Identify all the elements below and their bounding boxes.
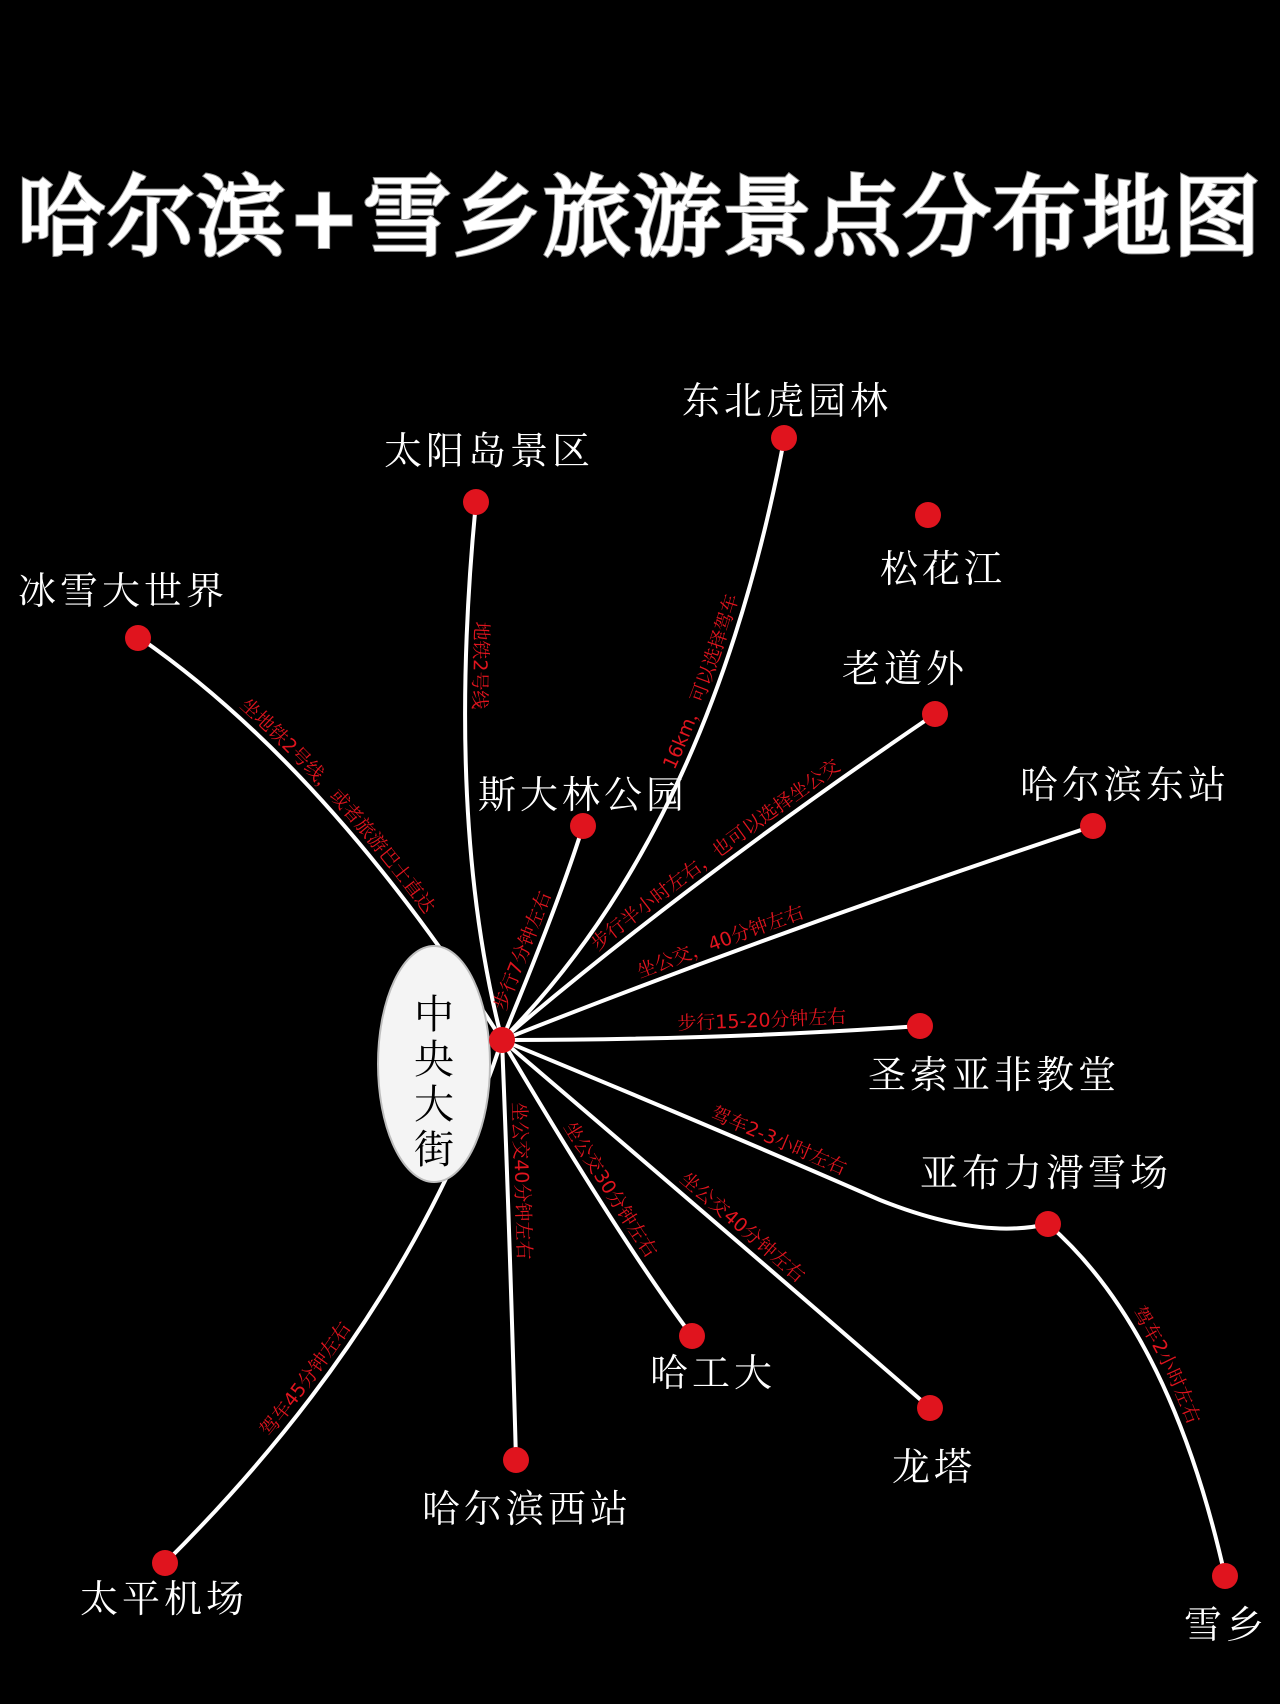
route-label-longta: 坐公交40分钟左右: [675, 1167, 810, 1288]
label-hagongda: 哈工大: [650, 1351, 777, 1395]
routes: [140, 440, 1225, 1576]
node-dongzhan[interactable]: [1080, 813, 1106, 839]
center-char-3: 大: [414, 1082, 454, 1128]
route-label-dongzhan: 坐公交，40分钟左右: [633, 901, 808, 983]
label-laodaowai: 老道外: [842, 647, 969, 691]
label-xuexiang: 雪乡: [1184, 1603, 1269, 1647]
label-dongzhan: 哈尔滨东站: [1020, 763, 1231, 807]
label-longta: 龙塔: [892, 1445, 977, 1489]
label-hu: 东北虎园林: [682, 379, 893, 423]
route-label-suofeiya: 步行15-20分钟左右: [677, 1005, 847, 1035]
route-xuexiang: [1048, 1224, 1225, 1576]
destination-labels: [18, 379, 1268, 1647]
route-label-stalin: 步行7分钟左右: [489, 888, 556, 1014]
node-taiyangdao[interactable]: [463, 489, 489, 515]
label-taiping: 太平机场: [80, 1577, 249, 1621]
node-taiping[interactable]: [152, 1550, 178, 1576]
node-xizhan[interactable]: [503, 1447, 529, 1473]
node-hu[interactable]: [771, 425, 797, 451]
node-xuexiang[interactable]: [1212, 1563, 1238, 1589]
route-label-hu: 16km，可以选择驾车: [658, 591, 744, 773]
node-songhua[interactable]: [915, 502, 941, 528]
node-bingxue[interactable]: [125, 625, 151, 651]
label-stalin: 斯大林公园: [478, 773, 689, 817]
node-yabuli[interactable]: [1035, 1211, 1061, 1237]
node-longta[interactable]: [917, 1395, 943, 1421]
center-char-2: 央: [414, 1037, 454, 1083]
label-suofeiya: 圣索亚非教堂: [868, 1053, 1121, 1097]
route-labels: [236, 591, 1205, 1440]
route-label-bingxue: 坐地铁2号线，或者旅游巴士直达: [235, 693, 440, 918]
label-xizhan: 哈尔滨西站: [422, 1487, 633, 1531]
label-yabuli: 亚布力滑雪场: [920, 1151, 1173, 1195]
route-taiyangdao: [465, 502, 502, 1040]
route-label-xizhan: 坐公交40分钟左右: [507, 1101, 535, 1261]
route-label-taiyangdao: 地铁2号线: [468, 621, 493, 710]
route-label-taiping: 驾车45分钟左右: [255, 1317, 356, 1441]
node-hagongda[interactable]: [679, 1323, 705, 1349]
label-songhua: 松花江: [880, 547, 1007, 591]
node-suofeiya[interactable]: [907, 1013, 933, 1039]
center-char-4: 街: [414, 1127, 454, 1173]
route-label-laodaowai: 步行半小时左右，也可以选择坐公交: [586, 754, 845, 956]
node-center[interactable]: [489, 1027, 515, 1053]
page-title: 哈尔滨+雪乡旅游景点分布地图: [17, 166, 1263, 269]
route-label-xuexiang: 驾车2小时左右: [1127, 1302, 1205, 1428]
route-label-yabuli: 驾车2-3小时左右: [707, 1102, 850, 1180]
route-label-hagongda: 坐公交30分钟左右: [558, 1117, 662, 1262]
center-marker: [378, 946, 490, 1182]
label-bingxue: 冰雪大世界: [18, 569, 229, 613]
center-char-1: 中: [414, 992, 454, 1038]
label-taiyangdao: 太阳岛景区: [384, 429, 595, 473]
node-laodaowai[interactable]: [922, 701, 948, 727]
